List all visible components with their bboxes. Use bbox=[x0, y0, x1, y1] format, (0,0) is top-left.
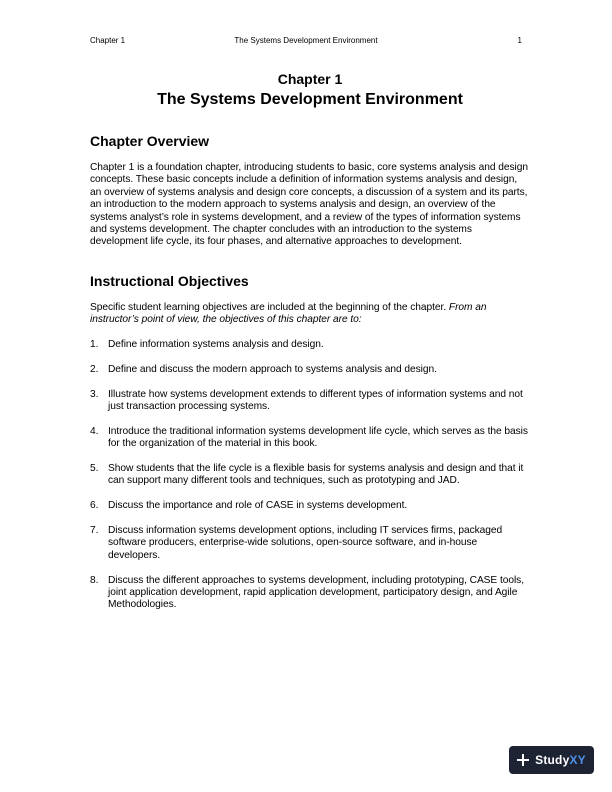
objective-number: 7. bbox=[90, 525, 99, 537]
objective-text: Illustrate how systems development extends to different types of information systems and not just transaction processing systems. bbox=[108, 388, 523, 413]
chapter-title: The Systems Development Environment bbox=[157, 91, 463, 108]
objective-text: Discuss the different approaches to systems development, including prototyping, CASE tools, joint application development, rapid application development, participatory design, and Agile Methodologies. bbox=[108, 574, 525, 611]
brand-logo-text bbox=[535, 753, 586, 767]
objective-item bbox=[90, 463, 530, 488]
objective-number: 2. bbox=[90, 363, 99, 375]
objectives-intro bbox=[90, 302, 530, 327]
objective-text: Introduce the traditional information systems development life cycle, which serves as the basis for the organization of the material in this book. bbox=[108, 425, 528, 450]
objective-number: 6. bbox=[90, 500, 99, 512]
overview-paragraph: Chapter 1 is a foundation chapter, introducing students to basic, core systems analysis and design concepts. These basic concepts include a definition of information systems analysis and design, an overview of systems analysis and design core concepts, a discussion of a system and its parts, an introduction to the modern approach to systems analysis and design, an overview of the systems analyst’s role in systems development, and a review of the types of information systems and systems development. The chapter concludes with an introduction to the systems development life cycle, its four phases, and alternative approaches to development. bbox=[90, 162, 528, 248]
objective-item bbox=[90, 525, 530, 562]
objective-text: Define information systems analysis and design. bbox=[108, 339, 324, 351]
document-body bbox=[90, 71, 530, 612]
objective-text: Define and discuss the modern approach to systems analysis and design. bbox=[108, 363, 437, 375]
objective-item bbox=[90, 389, 530, 414]
plus-icon bbox=[517, 754, 529, 766]
objectives-list bbox=[90, 339, 530, 612]
overview-heading: Chapter Overview bbox=[90, 133, 210, 149]
objective-number: 8. bbox=[90, 574, 99, 586]
objectives-heading: Instructional Objectives bbox=[90, 272, 249, 289]
running-header bbox=[90, 36, 522, 48]
header-chapter-label: Chapter 1 bbox=[90, 36, 126, 45]
objective-text: Discuss the importance and role of CASE in systems development. bbox=[108, 500, 408, 512]
objective-number: 4. bbox=[90, 425, 99, 437]
objective-text: Show students that the life cycle is a flexible basis for systems analysis and design and that it can support many different tools and techniques, such as prototyping and JAD. bbox=[108, 463, 524, 487]
objective-item bbox=[90, 339, 530, 351]
studyxy-badge[interactable] bbox=[509, 746, 594, 774]
objective-number: 1. bbox=[90, 339, 99, 351]
brand-accent-text: XY bbox=[569, 753, 586, 767]
objectives-intro-italic: From an instructor’s point of view, the objectives of this chapter are to: bbox=[90, 301, 487, 326]
brand-main-text: Study bbox=[535, 753, 570, 767]
objective-number: 3. bbox=[90, 388, 99, 400]
chapter-label: Chapter 1 bbox=[277, 71, 343, 87]
objectives-intro-plain: Specific student learning objectives are included at the beginning of the chapter. bbox=[90, 301, 449, 313]
objective-text: Discuss information systems development options, including IT services firms, packaged software producers, enterprise-wide solutions, open-source software, and in-house developers. bbox=[108, 525, 503, 561]
objective-item bbox=[90, 575, 530, 612]
objective-item bbox=[90, 500, 530, 512]
objective-item bbox=[90, 426, 530, 451]
objective-number: 5. bbox=[90, 463, 99, 475]
header-chapter-title: The Systems Development Environment bbox=[234, 36, 378, 45]
objective-item bbox=[90, 364, 530, 376]
header-page-number: 1 bbox=[517, 36, 522, 45]
